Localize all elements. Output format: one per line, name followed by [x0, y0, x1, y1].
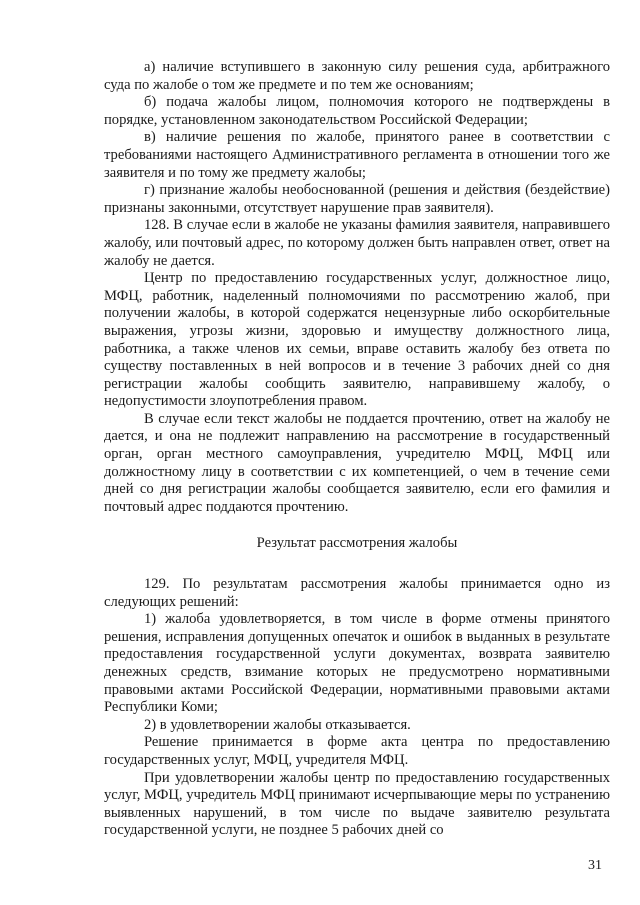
paragraph-129: 129. По результатам рассмотрения жалобы принимается одно из следующих решений: [104, 576, 610, 610]
paragraph-abusive-complaint: Центр по предоставлению государственных услуг, должностное лицо, МФЦ, работник, наделенный полномочиями по рассмотрению жалоб, при получении жалобы, в которой содержатся нецензурные либо оскорбительные выражения, угрозы жизни, здоровью и имуществу должностного лица, работника, а также членов их семьи, вправе оставить жалобу без ответа по существу поставленных в ней вопросов и в течение 3 рабочих дней со дня регистрации жалобы сообщить заявителю, направившему жалобу, о недопустимости злоупотребления правом. [104, 270, 610, 410]
paragraph-decision-form: Решение принимается в форме акта центра по предоставлению государственных услуг, МФЦ, учредителя МФЦ. [104, 734, 610, 768]
page-number: 31 [588, 858, 602, 873]
paragraph-128: 128. В случае если в жалобе не указаны фамилия заявителя, направившего жалобу, или почтовый адрес, по которому должен быть направлен ответ, ответ на жалобу не дается. [104, 217, 610, 269]
paragraph-g: г) признание жалобы необоснованной (решения и действия (бездействие) признаны законными, отсутствует нарушение прав заявителя). [104, 182, 610, 216]
paragraph-decision-2: 2) в удовлетворении жалобы отказывается. [144, 716, 411, 733]
paragraph-v: в) наличие решения по жалобе, принятого ранее в соответствии с требованиями настоящего Административного регламента в отношении того же заявителя и по тому же предмету жалобы; [104, 129, 610, 181]
paragraph-remedy: При удовлетворении жалобы центр по предоставлению государственных услуг, МФЦ, учредитель МФЦ принимают исчерпывающие меры по устранению выявленных нарушений, в том числе по выдаче заявителю результата государственной услуги, не позднее 5 рабочих дней со [104, 769, 610, 839]
paragraph-decision-1: 1) жалоба удовлетворяется, в том числе в форме отмены принятого решения, исправления допущенных опечаток и ошибок в выданных в результате предоставления государственной услуги документах, возврата заявителю денежных средств, взимание которых не предусмотрено нормативными правовыми актами Российской Федерации, нормативными правовыми актами Республики Коми; [104, 611, 610, 716]
section-heading: Результат рассмотрения жалобы [256, 535, 458, 552]
paragraph-a: а) наличие вступившего в законную силу решения суда, арбитражного суда по жалобе о том же предмете и по тем же основаниям; [104, 59, 610, 93]
paragraph-unreadable-complaint: В случае если текст жалобы не поддается прочтению, ответ на жалобу не дается, и она не подлежит направлению на рассмотрение в государственный орган, орган местного самоуправления, учредителю МФЦ, МФЦ или должностному лицу в соответствии с их компетенцией, о чем в течение семи дней со дня регистрации жалобы сообщается заявителю, если его фамилия и почтовый адрес поддаются прочтению. [104, 410, 610, 515]
body-text [104, 59, 610, 840]
paragraph-b: б) подача жалобы лицом, полномочия которого не подтверждены в порядке, установленном законодательством Российской Федерации; [104, 94, 610, 128]
